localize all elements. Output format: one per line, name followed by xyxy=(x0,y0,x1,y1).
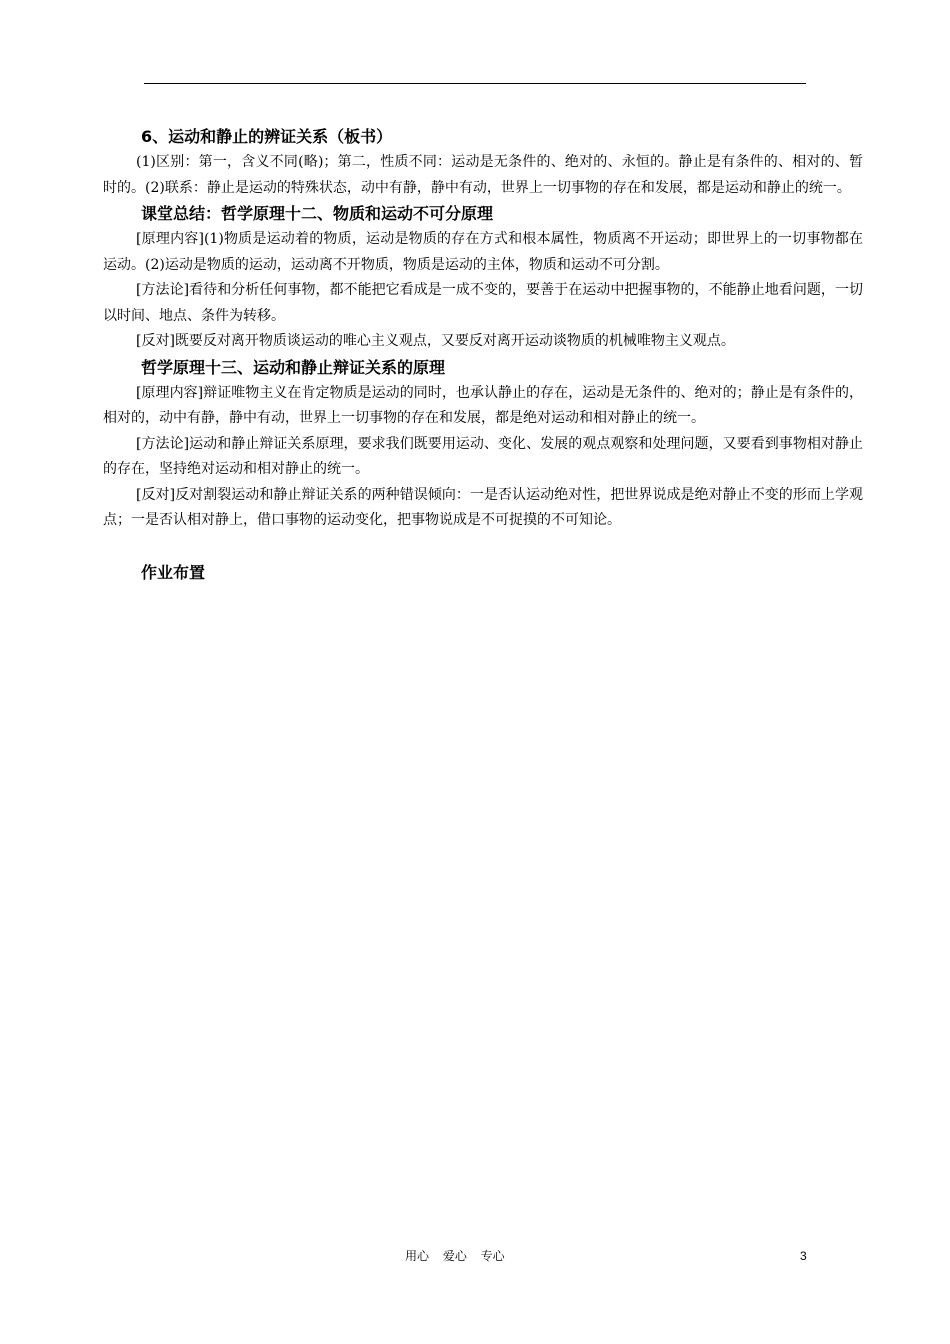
summary-opposition: [反对]既要反对离开物质谈运动的唯心主义观点，又要反对离开运动谈物质的机械唯物主义观点。 xyxy=(136,333,735,349)
header-rule xyxy=(144,83,806,84)
page-content xyxy=(103,124,863,586)
page-number: 3 xyxy=(800,1249,807,1263)
homework-heading: 作业布置 xyxy=(141,562,206,582)
principle13-opposition: [反对]反对割裂运动和静止辩证关系的两种错误倾向：一是否认运动绝对性，把世界说成是绝对静止不变的形而上学观点；一是否认相对静上，借口事物的运动变化，把事物说成是不可捉摸的不可知论。 xyxy=(103,486,863,528)
footer-motto: 用心 爱心 专心 xyxy=(405,1249,505,1263)
summary-heading: 课堂总结：哲学原理十二、物质和运动不可分原理 xyxy=(141,204,494,223)
section6-heading: 6、运动和静止的辨证关系（板书） xyxy=(141,127,393,146)
summary-methodology: [方法论]看待和分析任何事物，都不能把它看成是一成不变的，要善于在运动中把握事物的，不能静止地看问题，一切以时间、地点、条件为转移。 xyxy=(103,282,863,324)
summary-principle-content: [原理内容](1)物质是运动着的物质，运动是物质的存在方式和根本属性，物质离不开运动；即世界上的一切事物都在运动。(2)运动是物质的运动，运动离不开物质，物质是运动的主体，物质和运动不可分割。 xyxy=(103,231,863,273)
principle13-methodology: [方法论]运动和静止辩证关系原理，要求我们既要用运动、变化、发展的观点观察和处理问题，又要看到事物相对静止的存在，坚持绝对运动和相对静止的统一。 xyxy=(103,435,863,477)
principle13-content: [原理内容]辩证唯物主义在肯定物质是运动的同时，也承认静止的存在，运动是无条件的、绝对的；静止是有条件的，相对的，动中有静，静中有动，世界上一切事物的存在和发展，都是绝对运动和相对静止的统一。 xyxy=(103,384,863,426)
principle13-heading: 哲学原理十三、运动和静止辩证关系的原理 xyxy=(141,357,446,377)
spacer xyxy=(103,534,863,560)
section6-text: (1)区别：第一，含义不同(略)；第二，性质不同：运动是无条件的、绝对的、永恒的。静止是有条件的、相对的、暂时的。(2)联系：静止是运动的特殊状态，动中有静，静中有动，世界上一切事物的存在和发展，都是运动和静止的统一。 xyxy=(103,154,863,196)
